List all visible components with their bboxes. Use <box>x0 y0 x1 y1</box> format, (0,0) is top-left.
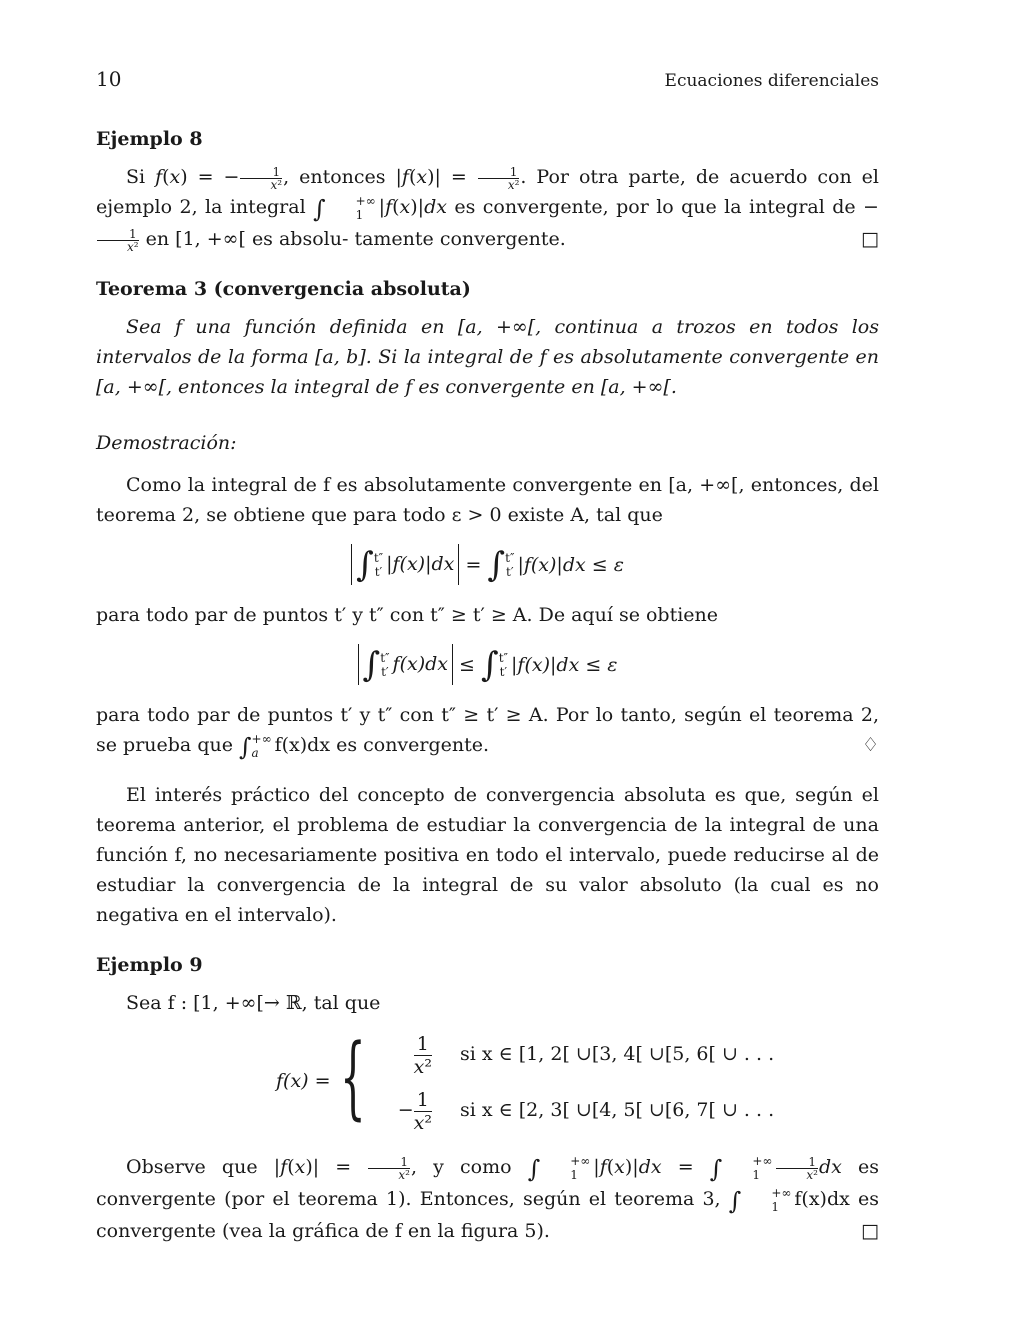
ejemplo-8-heading: Ejemplo 8 <box>96 128 203 150</box>
demostracion-p3: para todo par de puntos t′ y t″ con t″ ≥ t′ ≥ A. Por lo tanto, según el teorema 2, se prueba que ∫ +∞ a f(x)dx es convergente. ♢ <box>96 704 879 761</box>
teorema-3-heading: Teorema 3 (convergencia absoluta) <box>96 278 471 300</box>
interes-paragraph: El interés práctico del concepto de convergencia absoluta es que, según el teorema anterior, el problema de estudiar la convergencia de la integral de una función f, no necesariamente positiva en todo el intervalo, puede reducirse al de estudiar la convergencia de la integral de su valor absoluto (la cual es no negativa en el intervalo). <box>96 784 879 926</box>
page-header <box>96 64 879 98</box>
demostracion-p1: Como la integral de f es absolutamente convergente en [a, +∞[, entonces, del teorema 2, se obtiene que para todo ε > 0 existe A, tal que <box>96 474 879 526</box>
ejemplo-8-body: Si f(x) = − $\frac{1}{\text{x²}}$ , entonces |f(x)| = $\frac{1}{\text{x²}}$ . Por otra parte, de acuerdo con el ejemplo 2, la integral ∫ +∞ 1 |f(x)|dx es convergente, por lo que la integral de − $\frac{1}{\text{x²}}$ en [1, +∞[ es absolu- tamente convergente. □ <box>96 164 879 254</box>
piecewise-case-1: $\frac{1}{\text{x²}}$ si x ∈ [1, 2[ ∪[3, 4[ ∪[5, 6[ ∪ . . . <box>413 1032 775 1078</box>
ejemplo-9-intro: Sea f : [1, +∞[→ ℝ, tal que <box>126 992 381 1014</box>
page-number: 10 <box>96 67 122 91</box>
piecewise-case-2: − $\frac{1}{\text{x²}}$ si x ∈ [2, 3[ ∪[4, 5[ ∪[6, 7[ ∪ . . . <box>397 1088 775 1134</box>
teorema-3-statement: Sea f una función definida en [a, +∞[, continua a trozos en todos los intervalos de la forma [a, b]. Si la integral de f es absolutamente convergente en [a, +∞[, entonces la integral de f es convergente en [a, +∞[. <box>96 316 879 398</box>
running-title: Ecuaciones diferenciales <box>664 71 879 91</box>
qed-symbol: □ <box>861 228 879 250</box>
equation-1: ∫ t″ t′ |f(x)|dx = ∫ t″ t′ |f(x)|dx ≤ ε <box>96 536 879 592</box>
demostracion-label: Demostración: <box>96 432 237 454</box>
equation-2: ∫ t″ t′ f(x)dx ≤ ∫ t″ t′ |f(x)|dx ≤ ε <box>96 636 879 692</box>
piecewise-definition: f(x) = { $\frac{1}{\text{x²}}$ si x ∈ [1, 2[ ∪[3, 4[ ∪[5, 6[ ∪ . . . − $\frac{1}{\text{x²}}$ si x ∈ [2, 3[ ∪[4, 5[ ∪[6, 7[ ∪ . . . <box>96 1026 879 1138</box>
end-of-proof-symbol: ♢ <box>861 734 879 756</box>
ejemplo-9-heading: Ejemplo 9 <box>96 954 203 976</box>
demostracion-p2: para todo par de puntos t′ y t″ con t″ ≥ t′ ≥ A. De aquí se obtiene <box>96 604 719 626</box>
page <box>96 64 879 1246</box>
qed-symbol: □ <box>861 1220 879 1242</box>
ejemplo-9-observation: Observe que |f(x)| = $\frac{1}{\text{x²}}$ , y como ∫ +∞ 1 |f(x)|dx = ∫ +∞ 1 $\frac{1}{\text{x²}}$ dx es convergente (por el teorema 1). Entonces, según el teorema 3, ∫ +∞ 1 f(x)dx es convergente (vea la gráfica de f en la figura 5). □ <box>96 1152 879 1246</box>
